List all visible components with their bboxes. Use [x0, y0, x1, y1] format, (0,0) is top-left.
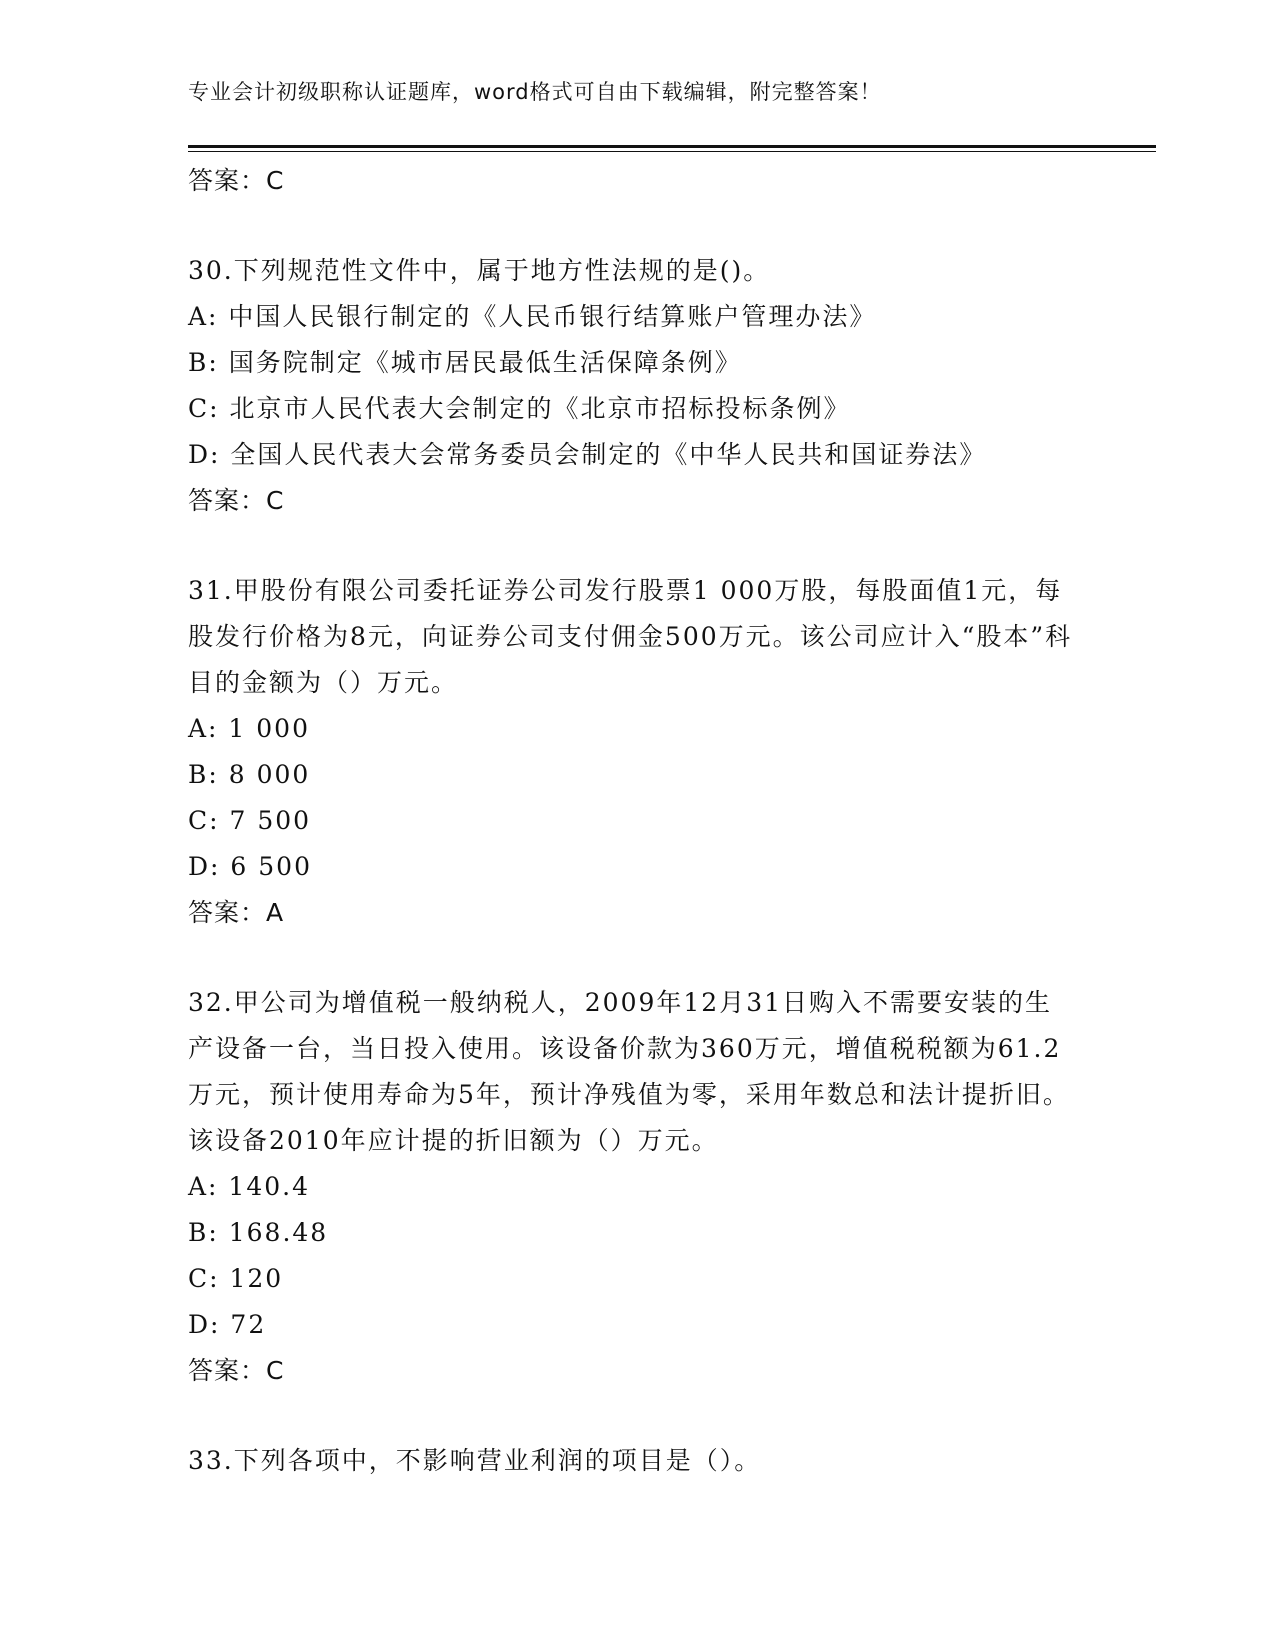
option-d: D: 72 — [188, 1310, 267, 1339]
question-33 — [188, 1438, 1088, 1484]
option-a: A: 140.4 — [188, 1172, 310, 1201]
option-c: C: 120 — [188, 1264, 284, 1293]
previous-answer: 答案：C — [188, 166, 285, 195]
header-divider-thin — [188, 151, 1156, 152]
question-32 — [188, 980, 1088, 1394]
question-31 — [188, 568, 1088, 936]
question-stem: 33.下列各项中，不影响营业利润的项目是（）。 — [188, 1446, 762, 1475]
question-stem: 30.下列规范性文件中，属于地方性法规的是()。 — [188, 256, 771, 285]
option-a: A: 1 000 — [188, 714, 310, 743]
option-d: D: 全国人民代表大会常务委员会制定的《中华人民共和国证券法》 — [188, 440, 987, 469]
question-stem: 32.甲公司为增值税一般纳税人，2009年12月31日购入不需要安装的生产设备一台，当日投入使用。该设备价款为360万元，增值税税额为61.2万元，预计使用寿命为5年，预计净残值为零，采用年数总和法计提折旧。该设备2010年应计提的折旧额为（）万元。 — [188, 988, 1070, 1155]
question-answer: 答案：C — [188, 1356, 285, 1385]
option-c: C: 7 500 — [188, 806, 312, 835]
option-b: B: 8 000 — [188, 760, 311, 789]
question-content — [188, 158, 1088, 1484]
option-b: B: 国务院制定《城市居民最低生活保障条例》 — [188, 348, 742, 377]
page-header: 专业会计初级职称认证题库，word格式可自由下载编辑，附完整答案！ — [188, 80, 882, 104]
option-d: D: 6 500 — [188, 852, 312, 881]
question-answer: 答案：C — [188, 486, 285, 515]
question-30 — [188, 248, 1088, 524]
question-answer: 答案：A — [188, 898, 285, 927]
option-b: B: 168.48 — [188, 1218, 329, 1247]
option-c: C: 北京市人民代表大会制定的《北京市招标投标条例》 — [188, 394, 851, 423]
header-divider-thick — [188, 145, 1156, 148]
question-stem: 31.甲股份有限公司委托证券公司发行股票1 000万股，每股面值1元，每股发行价格为8元，向证券公司支付佣金500万元。该公司应计入“股本”科目的金额为（）万元。 — [188, 576, 1073, 697]
option-a: A: 中国人民银行制定的《人民币银行结算账户管理办法》 — [188, 302, 877, 331]
